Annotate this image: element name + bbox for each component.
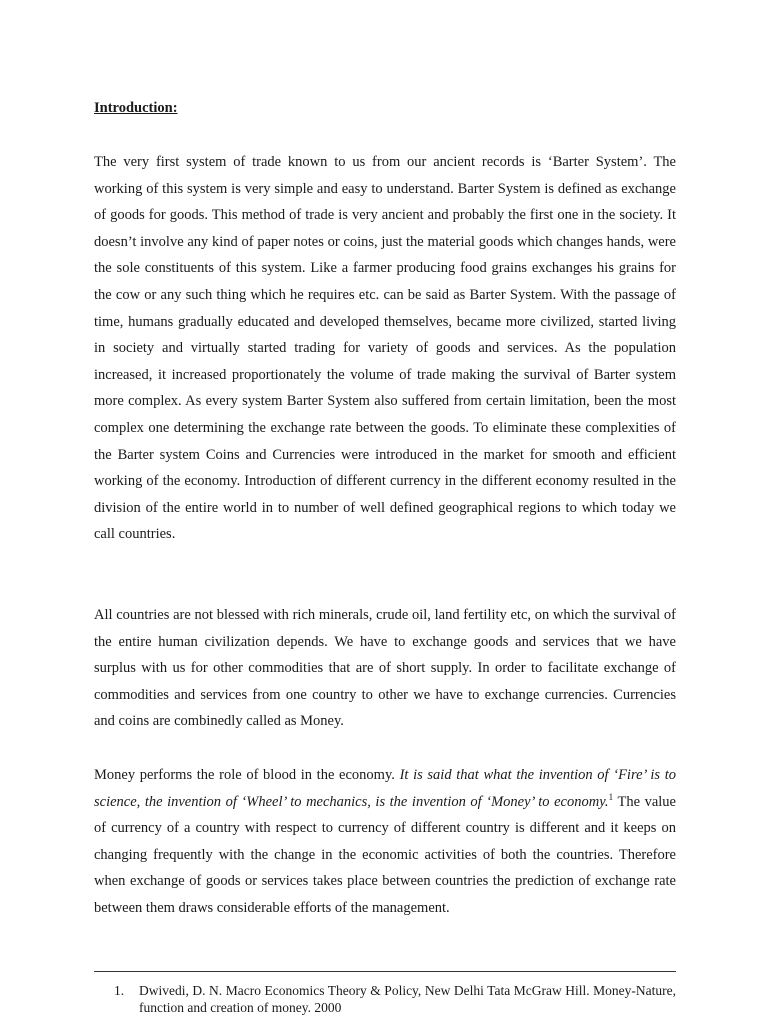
paragraph-money-role-end: The value of currency of a country with respect to currency of different country is different and it keeps on changing frequently with the change in the economic activities of both the countries. Therefore when exchange of goods or services takes place between countries the prediction of exchange rate between them draws considerable efforts of the management. xyxy=(94,793,676,916)
footnote-reference[interactable]: 1 xyxy=(608,792,614,803)
paragraph-countries-resources: All countries are not blessed with rich minerals, crude oil, land fertility etc, on which the survival of the entire human civilization depends. We have to exchange goods and services that we have surplus with us for other commodities that are of short supply. In order to facilitate exchange of commodities and services from one country to other we have to exchange currencies. Currencies and coins are combinedly called as Money. xyxy=(94,607,676,730)
footnote-divider xyxy=(94,971,676,972)
footnote-text: Dwivedi, D. N. Macro Economics Theory & Policy, New Delhi Tata McGraw Hill. Money-Nature, function and creation of money. 2000 xyxy=(139,983,676,1015)
money-quote: It is said that what the invention of ‘Fire’ is to science, the invention of ‘Wheel’ to mechanics, is the invention of ‘Money’ to economy. xyxy=(94,767,676,810)
footnote-number: 1. xyxy=(114,983,125,998)
paragraph-money-role xyxy=(94,762,676,922)
paragraph-barter-system: The very first system of trade known to us from our ancient records is ‘Barter System’. The working of this system is very simple and easy to understand. Barter System is defined as exchange of goods for goods. This method of trade is very ancient and probably the first one in the society. It doesn’t involve any kind of paper notes or coins, just the material goods which changes hands, were the sole constituents of this system. Like a farmer producing food grains exchanges his grains for the cow or any such thing which he requires etc. can be said as Barter System. With the passage of time, humans gradually educated and developed themselves, became more civilized, started living in society and virtually started trading for variety of goods and services. As the population increased, it increased proportionately the volume of trade making the survival of Barter system more complex. As every system Barter System also suffered from certain limitation, been the most complex one determining the exchange rate between the goods. To eliminate these complexities of the Barter system Coins and Currencies were introduced in the market for smooth and efficient working of the economy. Introduction of different currency in the different economy resulted in the division of the entire world in to number of well defined geographical regions to which today we call countries. xyxy=(94,154,676,543)
paragraph-money-role-start: Money performs the role of blood in the economy. xyxy=(94,767,400,783)
section-heading: Introduction: xyxy=(94,100,178,116)
